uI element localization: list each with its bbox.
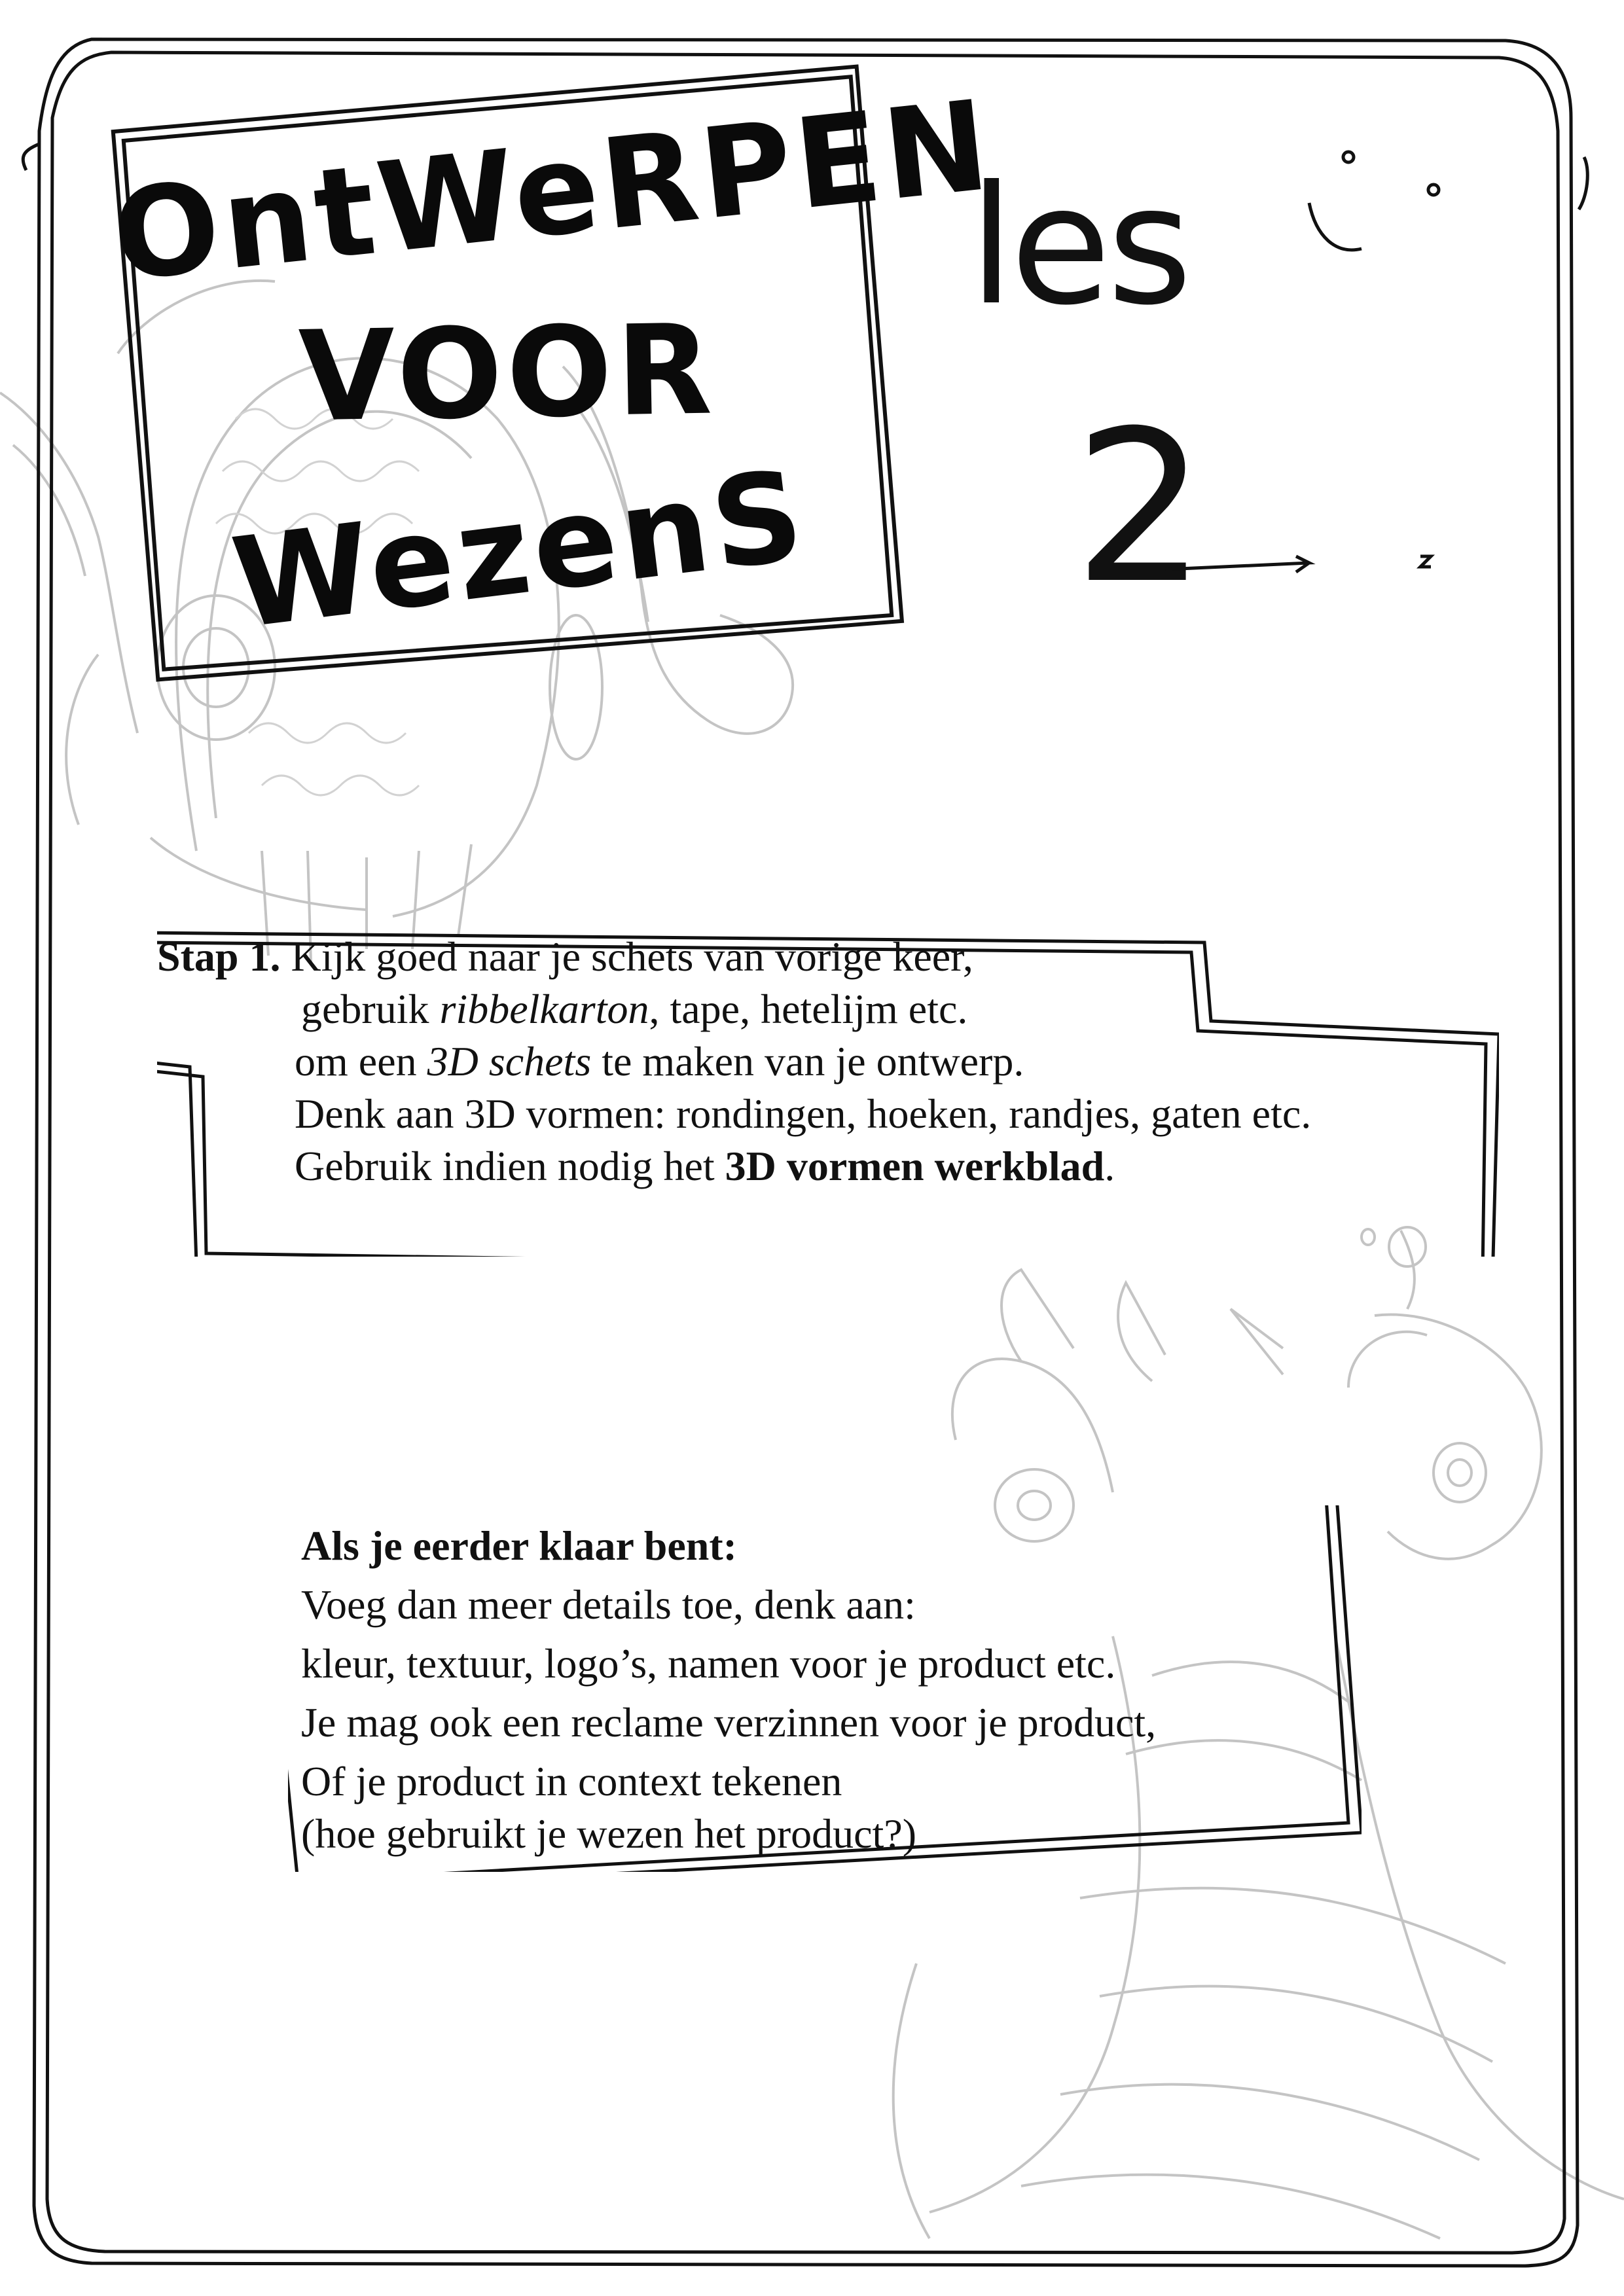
extra-line-1: Voeg dan meer details toe, denk aan: bbox=[301, 1581, 916, 1628]
lesson-label bbox=[969, 124, 1492, 630]
extra-line-2: kleur, textuur, logo’s, namen voor je product etc. bbox=[301, 1640, 1116, 1687]
extra-line-3: Je mag ook een reclame verzinnen voor je product, bbox=[301, 1699, 1157, 1746]
lesson-number: 2 bbox=[1074, 386, 1207, 630]
step-1-line-1 bbox=[157, 933, 973, 980]
step-1-label: Stap 1. bbox=[157, 933, 281, 980]
step-1-text-2b: , tape, hetelijm etc. bbox=[649, 986, 968, 1032]
title-line-1: OntWeRPEN bbox=[106, 73, 1000, 310]
step-1-line-5 bbox=[295, 1145, 1115, 1187]
step-1-text-1: Kijk goed naar je schets van vorige keer, bbox=[291, 933, 973, 980]
lesson-word: les bbox=[969, 151, 1189, 341]
step-1-text-5a: Gebruik indien nodig het bbox=[295, 1143, 725, 1189]
step-1-text-5b: . bbox=[1104, 1143, 1115, 1189]
title-box bbox=[105, 59, 1000, 687]
extra-line-4: Of je product in context tekenen bbox=[301, 1758, 842, 1804]
extra-title: Als je eerder klaar bent: bbox=[301, 1522, 737, 1569]
step-1-line-3 bbox=[295, 1038, 1024, 1085]
extra-line-5: (hoe gebruikt je wezen het product?) bbox=[301, 1810, 917, 1857]
step-1-text-2a: gebruik bbox=[301, 986, 440, 1032]
step-1-text-3b: te maken van je ontwerp. bbox=[591, 1038, 1024, 1085]
step-1-text-5-bold: 3D vormen werkblad bbox=[725, 1143, 1105, 1189]
step-1-text-2-italic: ribbelkarton bbox=[439, 986, 649, 1032]
step-1-line-4: Denk aan 3D vormen: rondingen, hoeken, randjes, gaten etc. bbox=[295, 1090, 1312, 1137]
step-1-box bbox=[157, 916, 1499, 1257]
smiley-doodle-icon bbox=[969, 124, 1492, 622]
title-line-2: VOOR bbox=[297, 297, 717, 450]
extra-work-box bbox=[288, 1505, 1362, 1872]
step-1-text-3a: om een bbox=[295, 1038, 427, 1085]
title-line-3: WezenS bbox=[225, 442, 814, 657]
step-1-line-2 bbox=[301, 988, 967, 1030]
step-1-text-3-italic: 3D schets bbox=[427, 1038, 592, 1085]
